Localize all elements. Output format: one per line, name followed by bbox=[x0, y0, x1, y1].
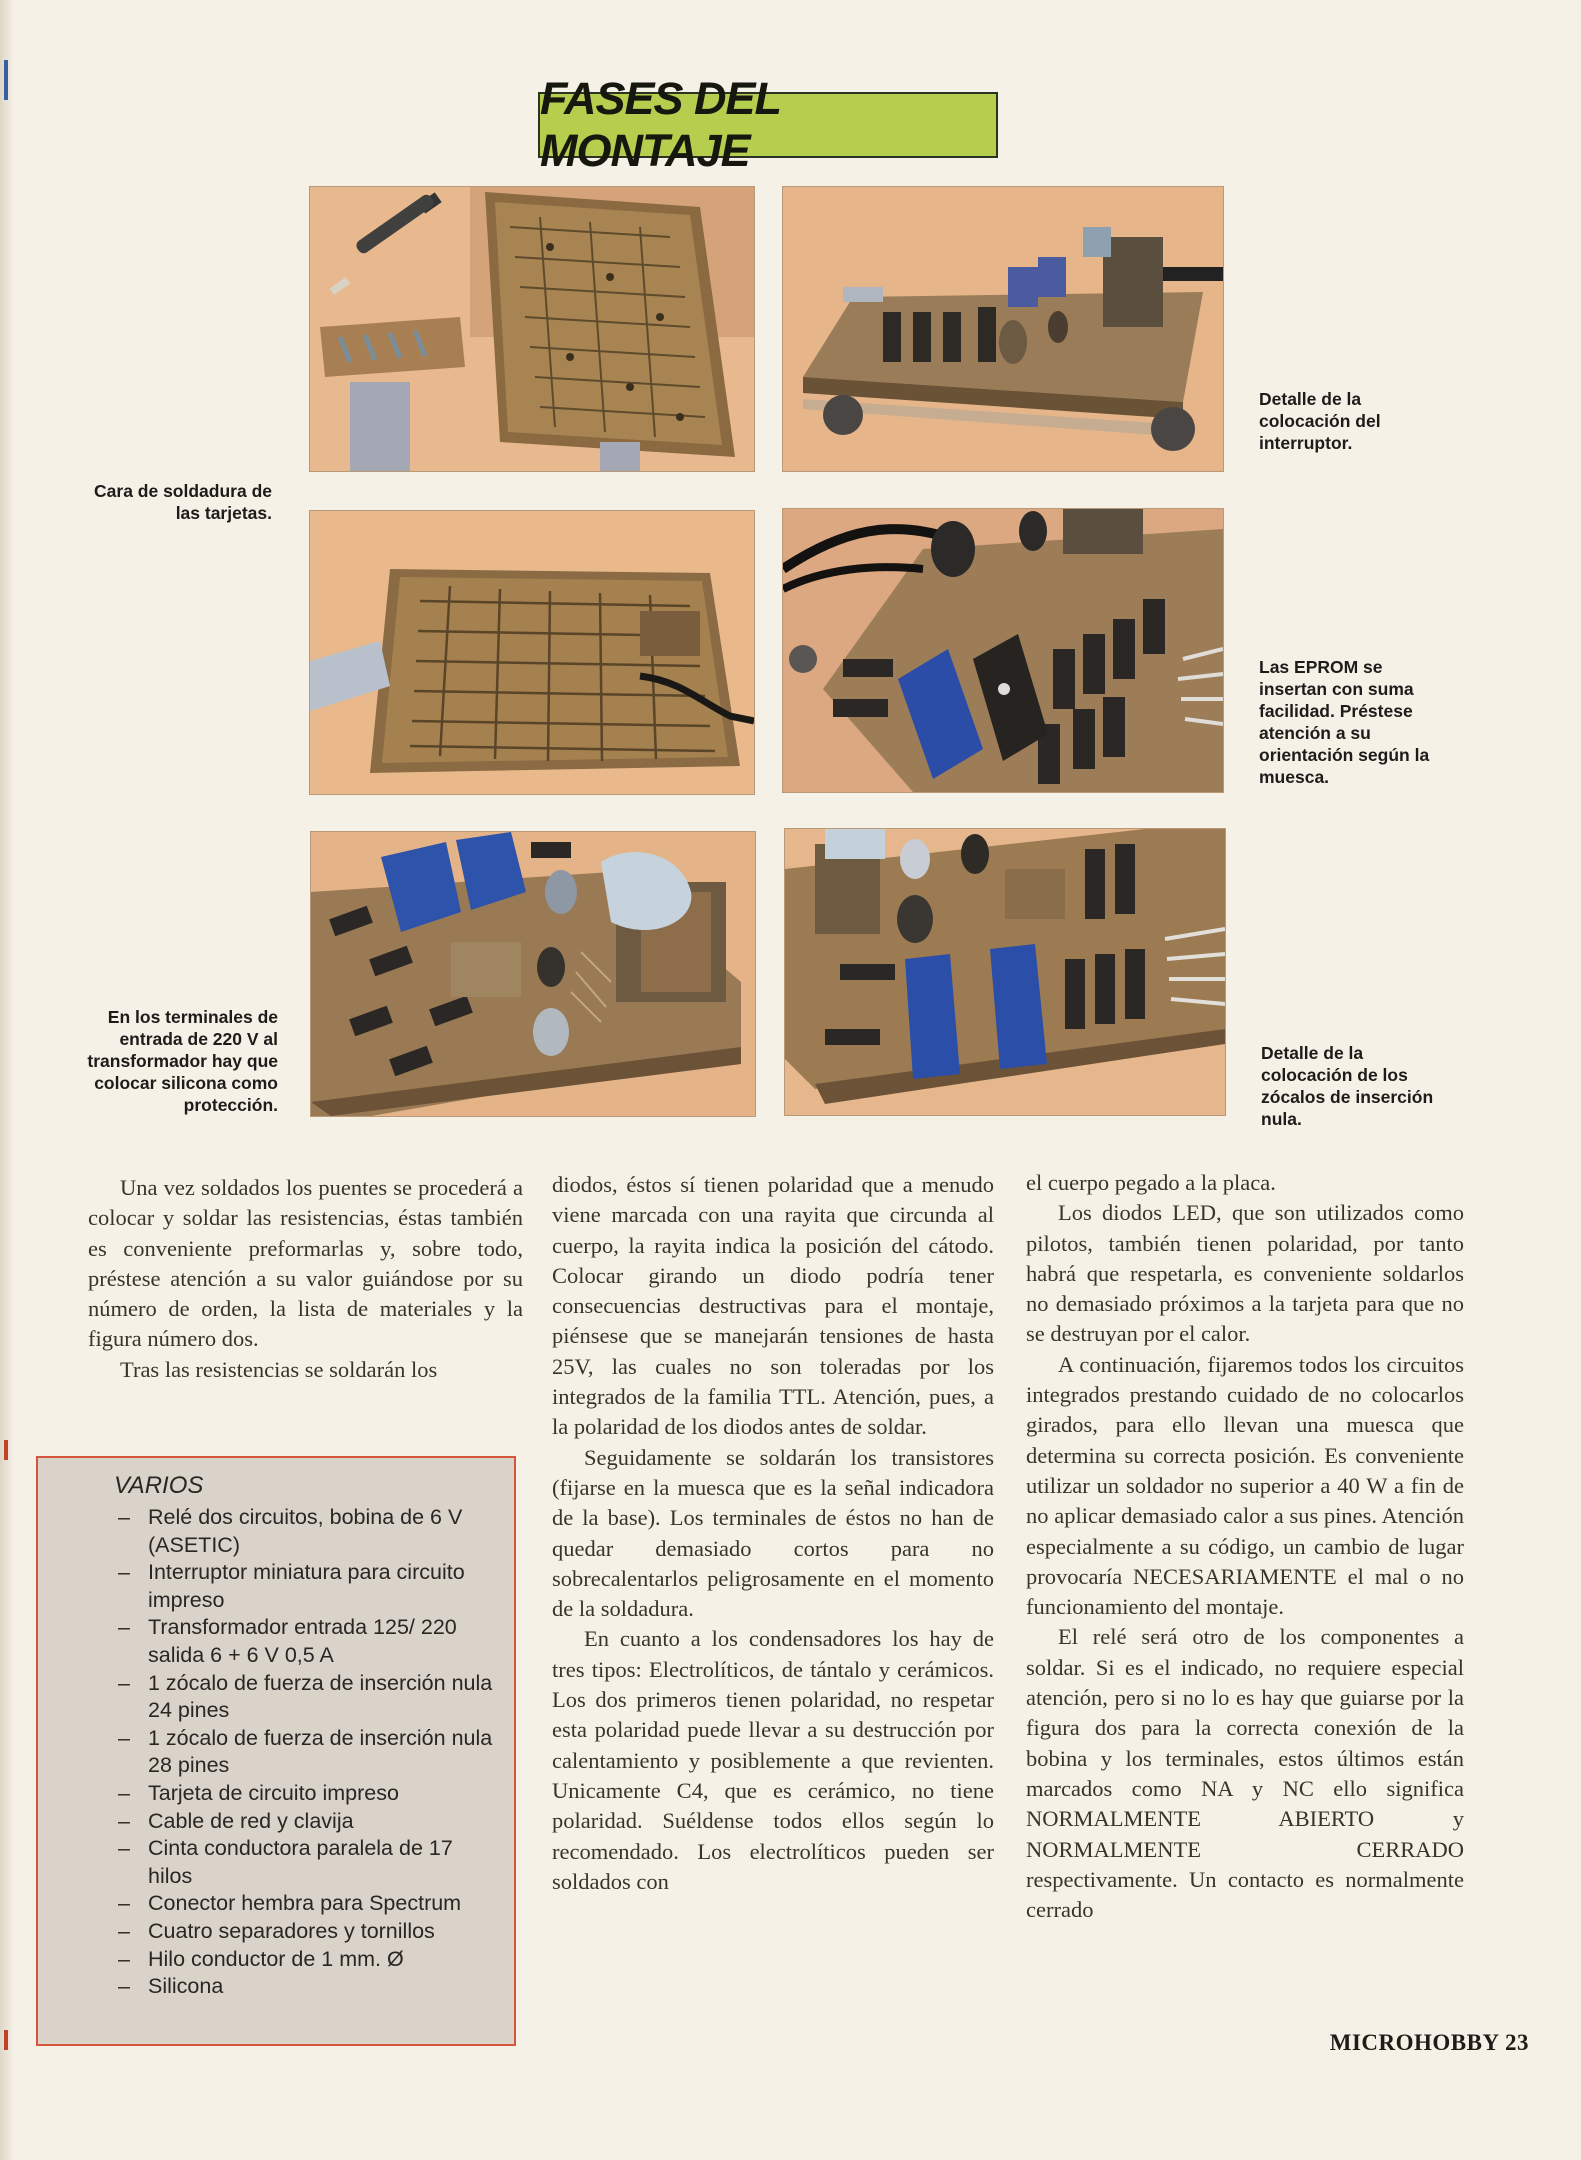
paragraph: el cuerpo pegado a la placa. bbox=[1026, 1170, 1276, 1195]
text-column-1 bbox=[88, 1173, 523, 1385]
paragraph: Una vez soldados los puentes se procederá a colocar y soldar las resistencias, éstas también es conveniente preformarlas y, sobre todo, préstese atención a su valor guiándose por su número de orden, la lista de materiales y la figura número dos. bbox=[88, 1175, 523, 1352]
page-title-text: FASES DEL MONTAJE bbox=[540, 73, 781, 176]
page-title bbox=[538, 73, 998, 176]
paragraph: Los diodos LED, que son utilizados como pilotos, también tienen polaridad, por tanto habrá que respetarla, es conveniente soldarlos no demasiado próximos a la tarjeta para que no se destruyan por el calor. bbox=[1026, 1200, 1464, 1347]
list-item: – Relé dos circuitos, bobina de 6 V (ASETIC) bbox=[116, 1504, 494, 1559]
text-column-3 bbox=[1026, 1168, 1464, 1925]
photo-switch-detail bbox=[782, 186, 1224, 472]
caption-zif-sockets: Detalle de la colocación de los zócalos de inserción nula. bbox=[1261, 1043, 1434, 1129]
list-item: – Cuatro separadores y tornillos bbox=[116, 1918, 494, 1946]
photo-solder-side bbox=[309, 186, 755, 472]
photo-eprom-insertion bbox=[782, 508, 1224, 793]
page-footer bbox=[1330, 2030, 1529, 2056]
page-binding-edge bbox=[0, 0, 14, 2160]
list-item: – 1 zócalo de fuerza de inserción nula 28 pines bbox=[116, 1725, 494, 1780]
list-item: – Tarjeta de circuito impreso bbox=[116, 1780, 494, 1808]
list-item: – Hilo conductor de 1 mm. Ø bbox=[116, 1946, 494, 1974]
materials-list bbox=[116, 1504, 494, 2001]
list-item: – Transformador entrada 125/ 220 salida 6 + 6 V 0,5 A bbox=[116, 1614, 494, 1669]
list-item: – 1 zócalo de fuerza de inserción nula 24 pines bbox=[116, 1670, 494, 1725]
list-item: – Silicona bbox=[116, 1973, 494, 2001]
page-number: 23 bbox=[1505, 2030, 1529, 2055]
paragraph: El relé será otro de los componentes a soldar. Si es el indicado, no requiere especial atención, pero si no lo es hay que guiarse por la figura dos para la correcta conexión de la bobina y los terminales, estos últimos están marcados como NA y NC ello significa NORMALMENTE ABIERTO y NORMALMENTE CERRADO respectivamente. Un contacto es normalmente cerrado bbox=[1026, 1624, 1464, 1923]
photo-zif-sockets bbox=[784, 828, 1226, 1116]
caption-eprom: Las EPROM se insertan con suma facilidad. Préstese atención a su orientación según la muesca. bbox=[1259, 657, 1430, 787]
list-item: – Conector hembra para Spectrum bbox=[116, 1890, 494, 1918]
materials-box-varios bbox=[36, 1456, 516, 2046]
paragraph: En cuanto a los condensadores los hay de tres tipos: Electrolíticos, de tántalo y cerámicos. Los dos primeros tienen polaridad, no respetar esta polaridad puede llevar a su destrucción por calentamiento y posiblemente a que revienten. Unicamente C4, que es cerámico, no tiene polaridad. Suéldense todos ellos según lo recomendado. Los electrolíticos pueden ser soldados con bbox=[552, 1626, 994, 1894]
list-item: – Cinta conductora paralela de 17 hilos bbox=[116, 1835, 494, 1890]
paragraph: diodos, éstos sí tienen polaridad que a menudo viene marcada con una rayita que circunda al cuerpo, la rayita indica la posición del cátodo. Colocar girando un diodo podría tener consecuencias destructivas para el montaje, piénsese que se manejarán tensiones de hasta 25V, las cuales no son toleradas por los integrados de la familia TTL. Atención, pues, a la polaridad de los diodos antes de soldar. bbox=[552, 1172, 994, 1440]
caption-solder-side: Cara de soldadura de las tarjetas. bbox=[94, 481, 272, 523]
text-column-2 bbox=[552, 1170, 994, 1897]
paragraph: A continuación, fijaremos todos los circuitos integrados prestando cuidado de no colocarlos girados, para ello llevan una muesca que determina su correcta posición. Es conveniente utilizar un soldador no superior a 40 W a fin de no aplicar demasiado calor a sus pines. Atención especialmente a su código, un cambio de lugar provocaría NECESARIAMENTE el mal o no funcionamiento del montaje. bbox=[1026, 1351, 1464, 1620]
materials-heading: VARIOS bbox=[114, 1472, 204, 1499]
caption-switch-detail: Detalle de la colocación del interruptor. bbox=[1259, 389, 1381, 453]
photo-board-underside bbox=[309, 510, 755, 795]
magazine-name: MICROHOBBY bbox=[1329, 2030, 1499, 2055]
caption-transformer-terminals: En los terminales de entrada de 220 V al transformador hay que colocar silicona como protección. bbox=[87, 1007, 278, 1115]
paragraph: Tras las resistencias se soldarán los bbox=[120, 1356, 438, 1382]
list-item: – Interruptor miniatura para circuito impreso bbox=[116, 1559, 494, 1614]
photo-transformer-terminals bbox=[310, 831, 756, 1117]
paragraph: Seguidamente se soldarán los transistores (fijarse en la muesca que es la señal indicadora de la base). Los terminales de éstos no han de quedar demasiado cortos para no sobrecalentarlos peligrosamente en el momento de la soldadura. bbox=[552, 1444, 994, 1622]
list-item: – Cable de red y clavija bbox=[116, 1808, 494, 1836]
